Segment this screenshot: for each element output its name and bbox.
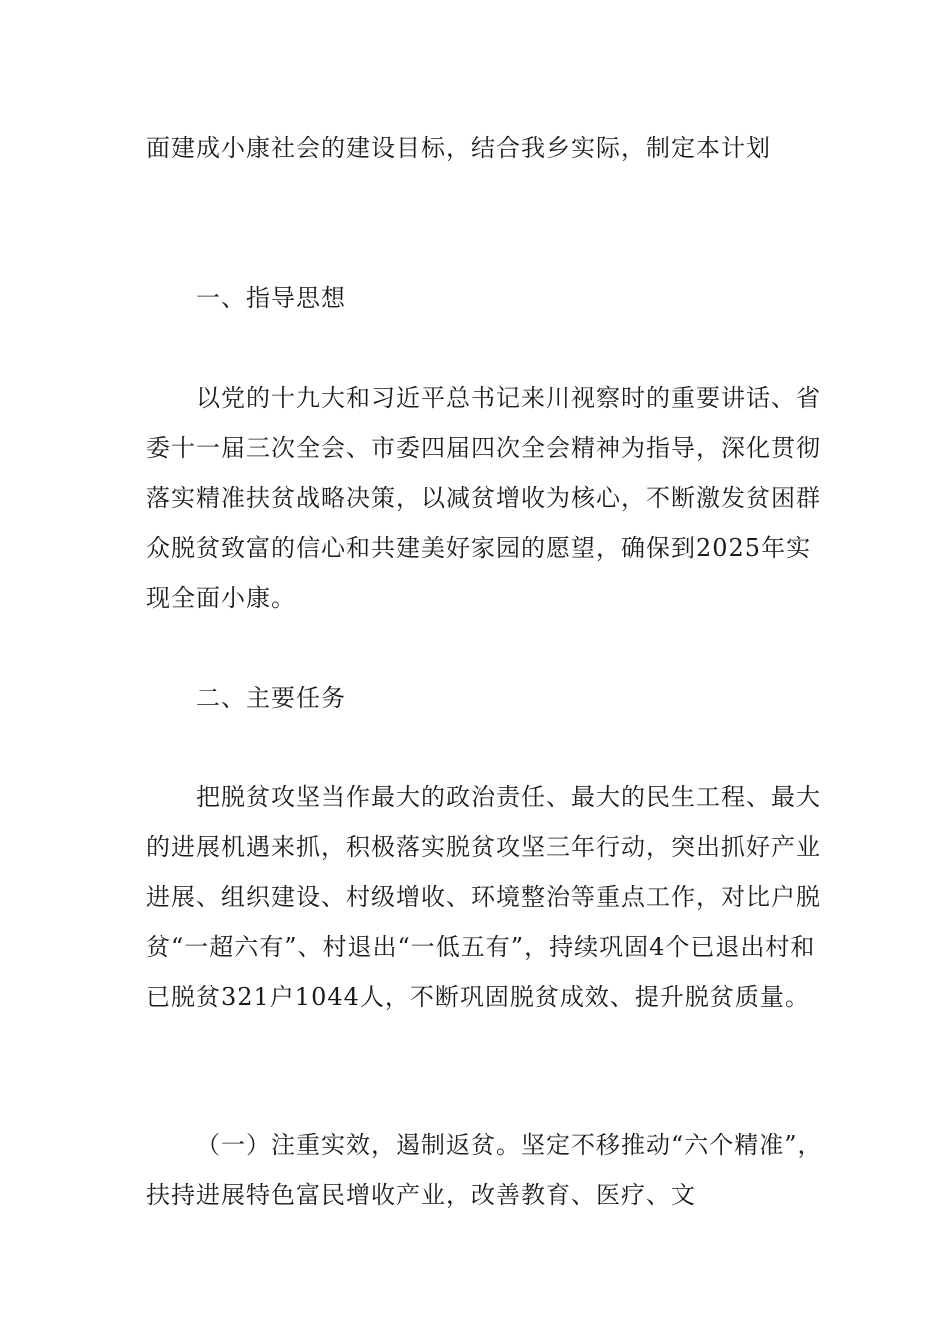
paragraph-subsection-1: （一）注重实效，遏制返贫。坚定不移推动“六个精准”，扶持进展特色富民增收产业，改善教育、医疗、文 [146, 1131, 823, 1209]
section-heading-guiding-ideology: 一、指导思想 [196, 284, 346, 312]
paragraph-main-tasks: 把脱贫攻坚当作最大的政治责任、最大的民生工程、最大的进展机遇来抓，积极落实脱贫攻坚三年行动，突出抓好产业进展、组织建设、村级增收、环境整治等重点工作，对比户脱贫“一超六有”、村退出“一低五有”，持续巩固4个已退出村和已脱贫321户1044人，不断巩固脱贫成效、提升脱贫质量。 [146, 783, 821, 1011]
section-heading-main-tasks: 二、主要任务 [196, 684, 346, 712]
paragraph-guiding-ideology: 以党的十九大和习近平总书记来川视察时的重要讲话、省委十一届三次全会、市委四届四次全会精神为指导，深化贯彻落实精准扶贫战略决策，以减贫增收为核心，不断激发贫困群众脱贫致富的信心和共建美好家园的愿望，确保到2025年实现全面小康。 [146, 384, 821, 612]
paragraph-continuation: 面建成小康社会的建设目标，结合我乡实际，制定本计划 [146, 134, 771, 162]
